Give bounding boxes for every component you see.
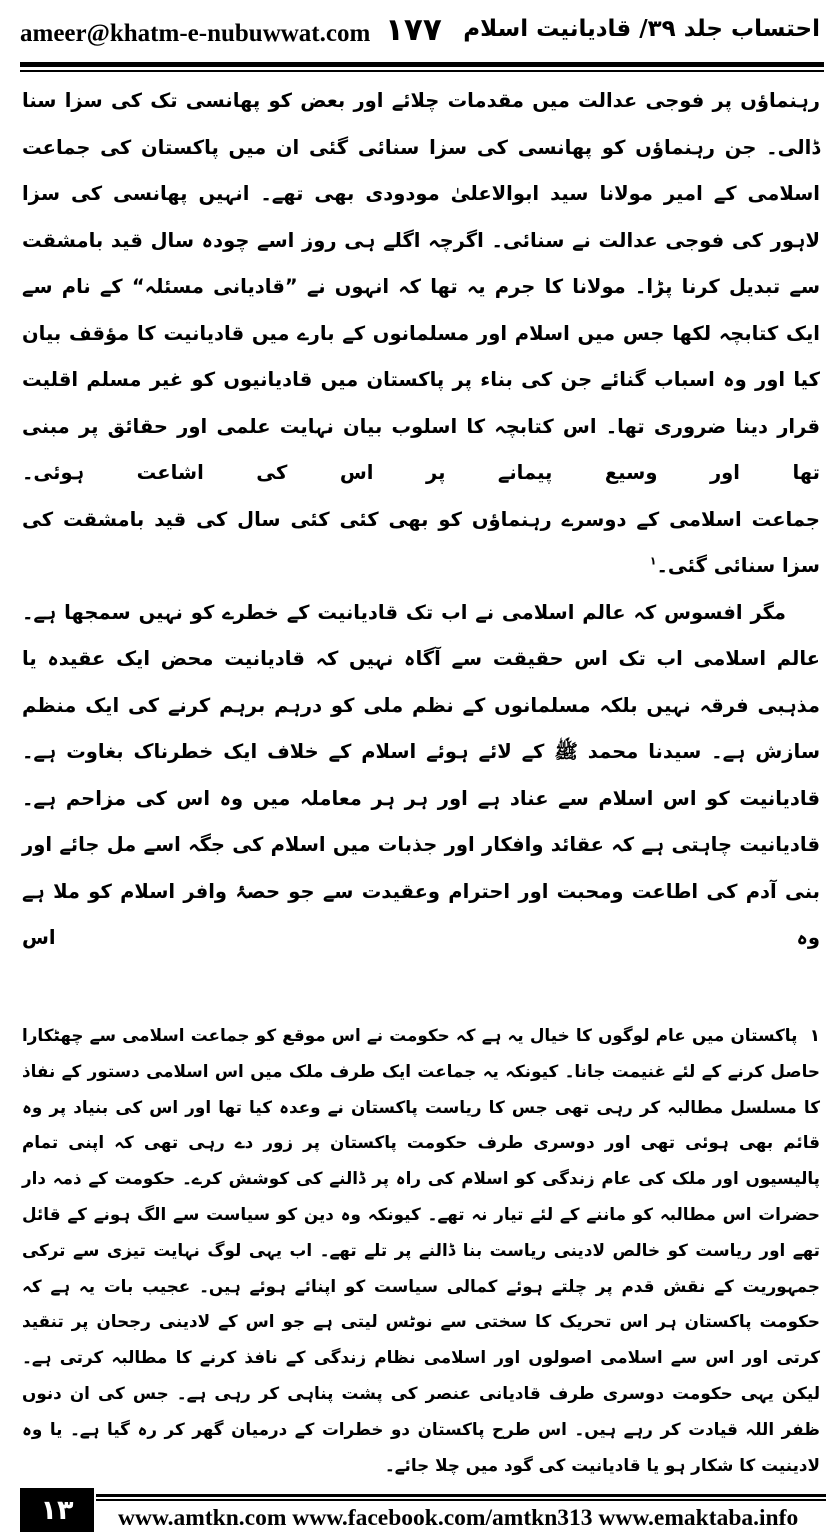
paragraph-1 [22,78,820,497]
main-text [22,78,820,962]
page-header [0,0,840,62]
footer-links: www.amtkn.com www.facebook.com/amtkn313 www.emaktaba.info [118,1505,799,1531]
footer-rule [96,1494,826,1497]
footnote-1 [22,1018,820,1483]
paragraph-2-text: جماعت اسلامی کے دوسرے رہنماؤں کو بھی کئی کئی سال کی قید بامشقت کی سزا سنائی گئی۔ [22,507,820,577]
footnote-ref: ۱ [649,554,657,568]
footnote-text: پاکستان میں عام لوگوں کا خیال یہ ہے کہ حکومت نے اس موقع کو جماعت اسلامی سے چھٹکارا حاصل کرنے کے لئے غنیمت جانا۔ کیونکہ یہ جماعت ایک طرف ملک میں اس اسلامی دستور کے نفاذ کا مسلسل مطالبہ کر رہی تھی جس کا ریاست پاکستان نے وعدہ کیا تھا اور اس کی بنیاد پر وہ قائم بھی ہوئی تھی اور دوسری طرف حکومت پاکستان پر زور دے رہی تھی کہ اپنی تمام پالیسیوں اور ملک کی عام زندگی کو اسلام کی راہ پر ڈالنے کی کوشش کرے۔ حکومت کے ذمہ دار حضرات اس مطالبہ کو ماننے کے لئے تیار نہ تھے۔ کیونکہ وہ دین کو سیاست سے الگ ہونے کے قائل تھے اور ریاست کو خالص لادینی ریاست بنا ڈالنے پر تلے تھے۔ اب یہی لوگ نہایت تیزی سے ترکی جمہوریت کے نقش قدم پر چلتے ہوئے کمالی سیاست کو اپنائے ہوئے ہیں۔ عجیب بات یہ ہے کہ حکومت پاکستان ہر اس تحریک کا سختی سے نوٹس لیتی ہے جو اس کے لادینی رجحان پر تنقید کرتی اور اس سے اسلامی اصولوں اور اسلامی نظام زندگی کے نافذ کرنے کا مطالبہ کرتی ہے۔ لیکن یہی حکومت دوسری طرف قادیانی عنصر کی پشت پناہی کر رہی ہے۔ جس کی ان دنوں ظفر اللہ قیادت کر رہے ہیں۔ اس طرح پاکستان دو خطرات کے درمیان گھر کر رہ گیا ہے۔ یا وہ لادینیت کا شکار ہو یا قادیانیت کی گود میں چلا جائے۔ [22,1025,820,1475]
paragraph-2 [22,497,820,590]
header-email: ameer@khatm-e-nubuwwat.com [20,20,371,47]
paragraph-3-text: مگر افسوس کہ عالم اسلامی نے اب تک قادیانیت کے خطرے کو نہیں سمجھا ہے۔ عالم اسلامی اب تک اس حقیقت سے آگاہ نہیں کہ قادیانیت محض ایک عقیدہ یا مذہبی فرقہ نہیں بلکہ مسلمانوں کے نظم ملی کو درہم برہم کرنے کی ایک منظم سازش ہے۔ سیدنا محمد ﷺ کے لائے ہوئے اسلام کے خلاف ایک خطرناک بغاوت ہے۔ قادیانیت کو اس اسلام سے عناد ہے اور ہر ہر معاملہ میں وہ اس کی مزاحم ہے۔ قادیانیت چاہتی ہے کہ عقائد وافکار اور جذبات میں اسلام کی جگہ اسے مل جائے اور بنی آدم کی اطاعت ومحبت اور احترام وعقیدت سے جو حصۂ وافر اسلام کو ملا ہے وہ اس [22,600,820,949]
footer-page-number: ۱۳ [20,1488,94,1532]
header-rule-thin [20,70,824,72]
footnotes [22,1018,820,1483]
header-book-title: احتساب جلد ۳۹/ قادیانیت اسلام [463,16,820,42]
paragraph-1-text: رہنماؤں پر فوجی عدالت میں مقدمات چلائے اور بعض کو پھانسی تک کی سزا سنا ڈالی۔ جن رہنماؤں کو پھانسی کی سزا سنائی گئی ان میں پاکستان کی جماعت اسلامی کے امیر مولانا سید ابوالاعلیٰ مودودی بھی تھے۔ انہیں پھانسی کی سزا لاہور کی فوجی عدالت نے سنائی۔ اگرچہ اگلے ہی روز اسے چودہ سال قید بامشقت سے تبدیل کرنا پڑا۔ مولانا کا جرم یہ تھا کہ انہوں نے ”قادیانی مسئلہ“ کے نام سے ایک کتابچہ لکھا جس میں اسلام اور مسلمانوں کے بارے میں قادیانیت کا مؤقف بیان کیا اور وہ اسباب گنائے جن کی بناء پر پاکستان میں قادیانیوں کو غیر مسلم اقلیت قرار دینا ضروری تھا۔ اس کتابچہ کا اسلوب بیان نہایت علمی اور حقائق پر مبنی تھا اور وسیع پیمانے پر اس کی اشاعت ہوئی۔ [22,89,820,484]
footnote-marker: ۱ [809,1025,821,1045]
header-page-number: ۱۷۷ [385,12,442,48]
header-rule-thick [20,62,824,67]
paragraph-3 [22,590,820,962]
footer-rule-thin [96,1499,826,1501]
